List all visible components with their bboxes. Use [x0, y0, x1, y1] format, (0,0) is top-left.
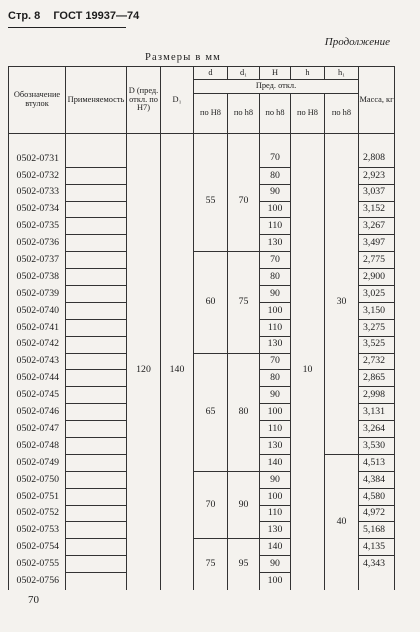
mass-value: 4,135	[359, 539, 395, 556]
designation-cell: 0502-0741	[9, 319, 66, 336]
application-cell	[66, 573, 127, 590]
h1-value: 40	[325, 454, 359, 589]
mass-value: 4,384	[359, 471, 395, 488]
col-h1: h₁	[325, 67, 359, 80]
H-value: 70	[260, 353, 291, 370]
mass-value: 2,865	[359, 370, 395, 387]
designation-cell: 0502-0746	[9, 404, 66, 421]
mass-value: 3,525	[359, 336, 395, 353]
application-cell	[66, 252, 127, 269]
tol-d1: по h8	[228, 94, 260, 134]
mass-value: 3,267	[359, 218, 395, 235]
d-value: 60	[194, 252, 228, 353]
designation-cell: 0502-0754	[9, 539, 66, 556]
H-value: 140	[260, 454, 291, 471]
H-value: 70	[260, 150, 291, 167]
designation-cell: 0502-0737	[9, 252, 66, 269]
dimensions-table	[8, 66, 395, 590]
designation-cell: 0502-0740	[9, 302, 66, 319]
H-value: 80	[260, 370, 291, 387]
col-d: d	[194, 67, 228, 80]
H-value: 140	[260, 539, 291, 556]
col-designation: Обозначение втулок	[9, 67, 66, 134]
d1-value: 90	[228, 471, 260, 539]
page-header	[8, 10, 139, 22]
H-value: 90	[260, 556, 291, 573]
d-value: 55	[194, 150, 228, 251]
designation-cell: 0502-0743	[9, 353, 66, 370]
application-cell	[66, 370, 127, 387]
mass-value: 2,998	[359, 387, 395, 404]
D1-value: 140	[161, 150, 194, 589]
designation-cell: 0502-0750	[9, 471, 66, 488]
designation-cell: 0502-0732	[9, 167, 66, 184]
page-label: Стр. 8	[8, 10, 41, 22]
designation-cell: 0502-0744	[9, 370, 66, 387]
mass-value: 2,923	[359, 167, 395, 184]
designation-cell: 0502-0736	[9, 235, 66, 252]
mass-value: 3,025	[359, 286, 395, 303]
application-cell	[66, 235, 127, 252]
designation-cell: 0502-0738	[9, 269, 66, 286]
mass-value: 4,343	[359, 556, 395, 573]
d1-value: 80	[228, 353, 260, 471]
mass-value: 3,037	[359, 184, 395, 201]
designation-cell: 0502-0755	[9, 556, 66, 573]
designation-cell: 0502-0742	[9, 336, 66, 353]
page-number: 70	[28, 594, 39, 606]
application-cell	[66, 522, 127, 539]
H-value: 100	[260, 404, 291, 421]
application-cell	[66, 319, 127, 336]
tol-h1: по h8	[325, 94, 359, 134]
mass-value: 3,131	[359, 404, 395, 421]
application-cell	[66, 421, 127, 438]
designation-cell: 0502-0756	[9, 573, 66, 590]
application-cell	[66, 302, 127, 319]
mass-value: 3,530	[359, 438, 395, 455]
mass-value: 5,168	[359, 522, 395, 539]
application-cell	[66, 539, 127, 556]
H-value: 100	[260, 488, 291, 505]
col-application: Применяемость	[66, 67, 127, 134]
application-cell	[66, 218, 127, 235]
H-value: 80	[260, 167, 291, 184]
application-cell	[66, 556, 127, 573]
mass-value: 2,900	[359, 269, 395, 286]
d1-value: 75	[228, 252, 260, 353]
mass-value: 3,152	[359, 201, 395, 218]
application-cell	[66, 505, 127, 522]
col-d1: d₁	[228, 67, 260, 80]
designation-cell: 0502-0751	[9, 488, 66, 505]
application-cell	[66, 387, 127, 404]
tolerance-header: Пред. откл.	[194, 80, 359, 94]
mass-value: 2,808	[359, 150, 395, 167]
tol-d: по H8	[194, 94, 228, 134]
H-value: 110	[260, 319, 291, 336]
continuation-label: Продолжение	[324, 36, 390, 48]
mass-value: 4,972	[359, 505, 395, 522]
standard-number: ГОСТ 19937—74	[53, 10, 140, 22]
application-cell	[66, 488, 127, 505]
application-cell	[66, 471, 127, 488]
application-cell	[66, 150, 127, 167]
application-cell	[66, 201, 127, 218]
h-value: 10	[291, 150, 325, 589]
col-D1: D₁	[161, 67, 194, 134]
H-value: 110	[260, 421, 291, 438]
H-value: 130	[260, 235, 291, 252]
d1-value: 70	[228, 150, 260, 251]
mass-value: 4,580	[359, 488, 395, 505]
designation-cell: 0502-0735	[9, 218, 66, 235]
designation-cell: 0502-0752	[9, 505, 66, 522]
H-value: 110	[260, 218, 291, 235]
application-cell	[66, 286, 127, 303]
H-value: 80	[260, 269, 291, 286]
designation-cell: 0502-0739	[9, 286, 66, 303]
tol-h: по H8	[291, 94, 325, 134]
H-value: 90	[260, 286, 291, 303]
H-value: 70	[260, 252, 291, 269]
designation-cell: 0502-0745	[9, 387, 66, 404]
designation-cell: 0502-0733	[9, 184, 66, 201]
h1-value: 30	[325, 150, 359, 454]
designation-cell: 0502-0749	[9, 454, 66, 471]
d-value: 75	[194, 539, 228, 590]
d-value: 65	[194, 353, 228, 471]
H-value: 110	[260, 505, 291, 522]
mass-value: 2,775	[359, 252, 395, 269]
designation-cell: 0502-0731	[9, 150, 66, 167]
mass-value: 4,513	[359, 454, 395, 471]
header-rule	[8, 27, 126, 28]
mass-value: 3,264	[359, 421, 395, 438]
H-value: 100	[260, 201, 291, 218]
D-value: 120	[127, 150, 161, 589]
designation-cell: 0502-0734	[9, 201, 66, 218]
col-H: H	[260, 67, 291, 80]
mass-value: 2,732	[359, 353, 395, 370]
H-value: 90	[260, 471, 291, 488]
col-mass: Масса, кг	[359, 67, 395, 134]
application-cell	[66, 269, 127, 286]
H-value: 90	[260, 387, 291, 404]
table-row	[9, 150, 395, 167]
col-D: D (пред. откл. по H7)	[127, 67, 161, 134]
mass-value: 3,497	[359, 235, 395, 252]
application-cell	[66, 438, 127, 455]
mass-value	[359, 573, 395, 590]
application-cell	[66, 167, 127, 184]
d1-value: 95	[228, 539, 260, 590]
H-value: 100	[260, 302, 291, 319]
application-cell	[66, 353, 127, 370]
table-caption: Размеры в мм	[145, 52, 222, 63]
H-value: 100	[260, 573, 291, 590]
mass-value: 3,150	[359, 302, 395, 319]
designation-cell: 0502-0747	[9, 421, 66, 438]
H-value: 90	[260, 184, 291, 201]
designation-cell: 0502-0753	[9, 522, 66, 539]
application-cell	[66, 404, 127, 421]
d-value: 70	[194, 471, 228, 539]
col-h: h	[291, 67, 325, 80]
H-value: 130	[260, 438, 291, 455]
application-cell	[66, 454, 127, 471]
tol-H: по h8	[260, 94, 291, 134]
designation-cell: 0502-0748	[9, 438, 66, 455]
H-value: 130	[260, 336, 291, 353]
application-cell	[66, 336, 127, 353]
H-value: 130	[260, 522, 291, 539]
mass-value: 3,275	[359, 319, 395, 336]
application-cell	[66, 184, 127, 201]
